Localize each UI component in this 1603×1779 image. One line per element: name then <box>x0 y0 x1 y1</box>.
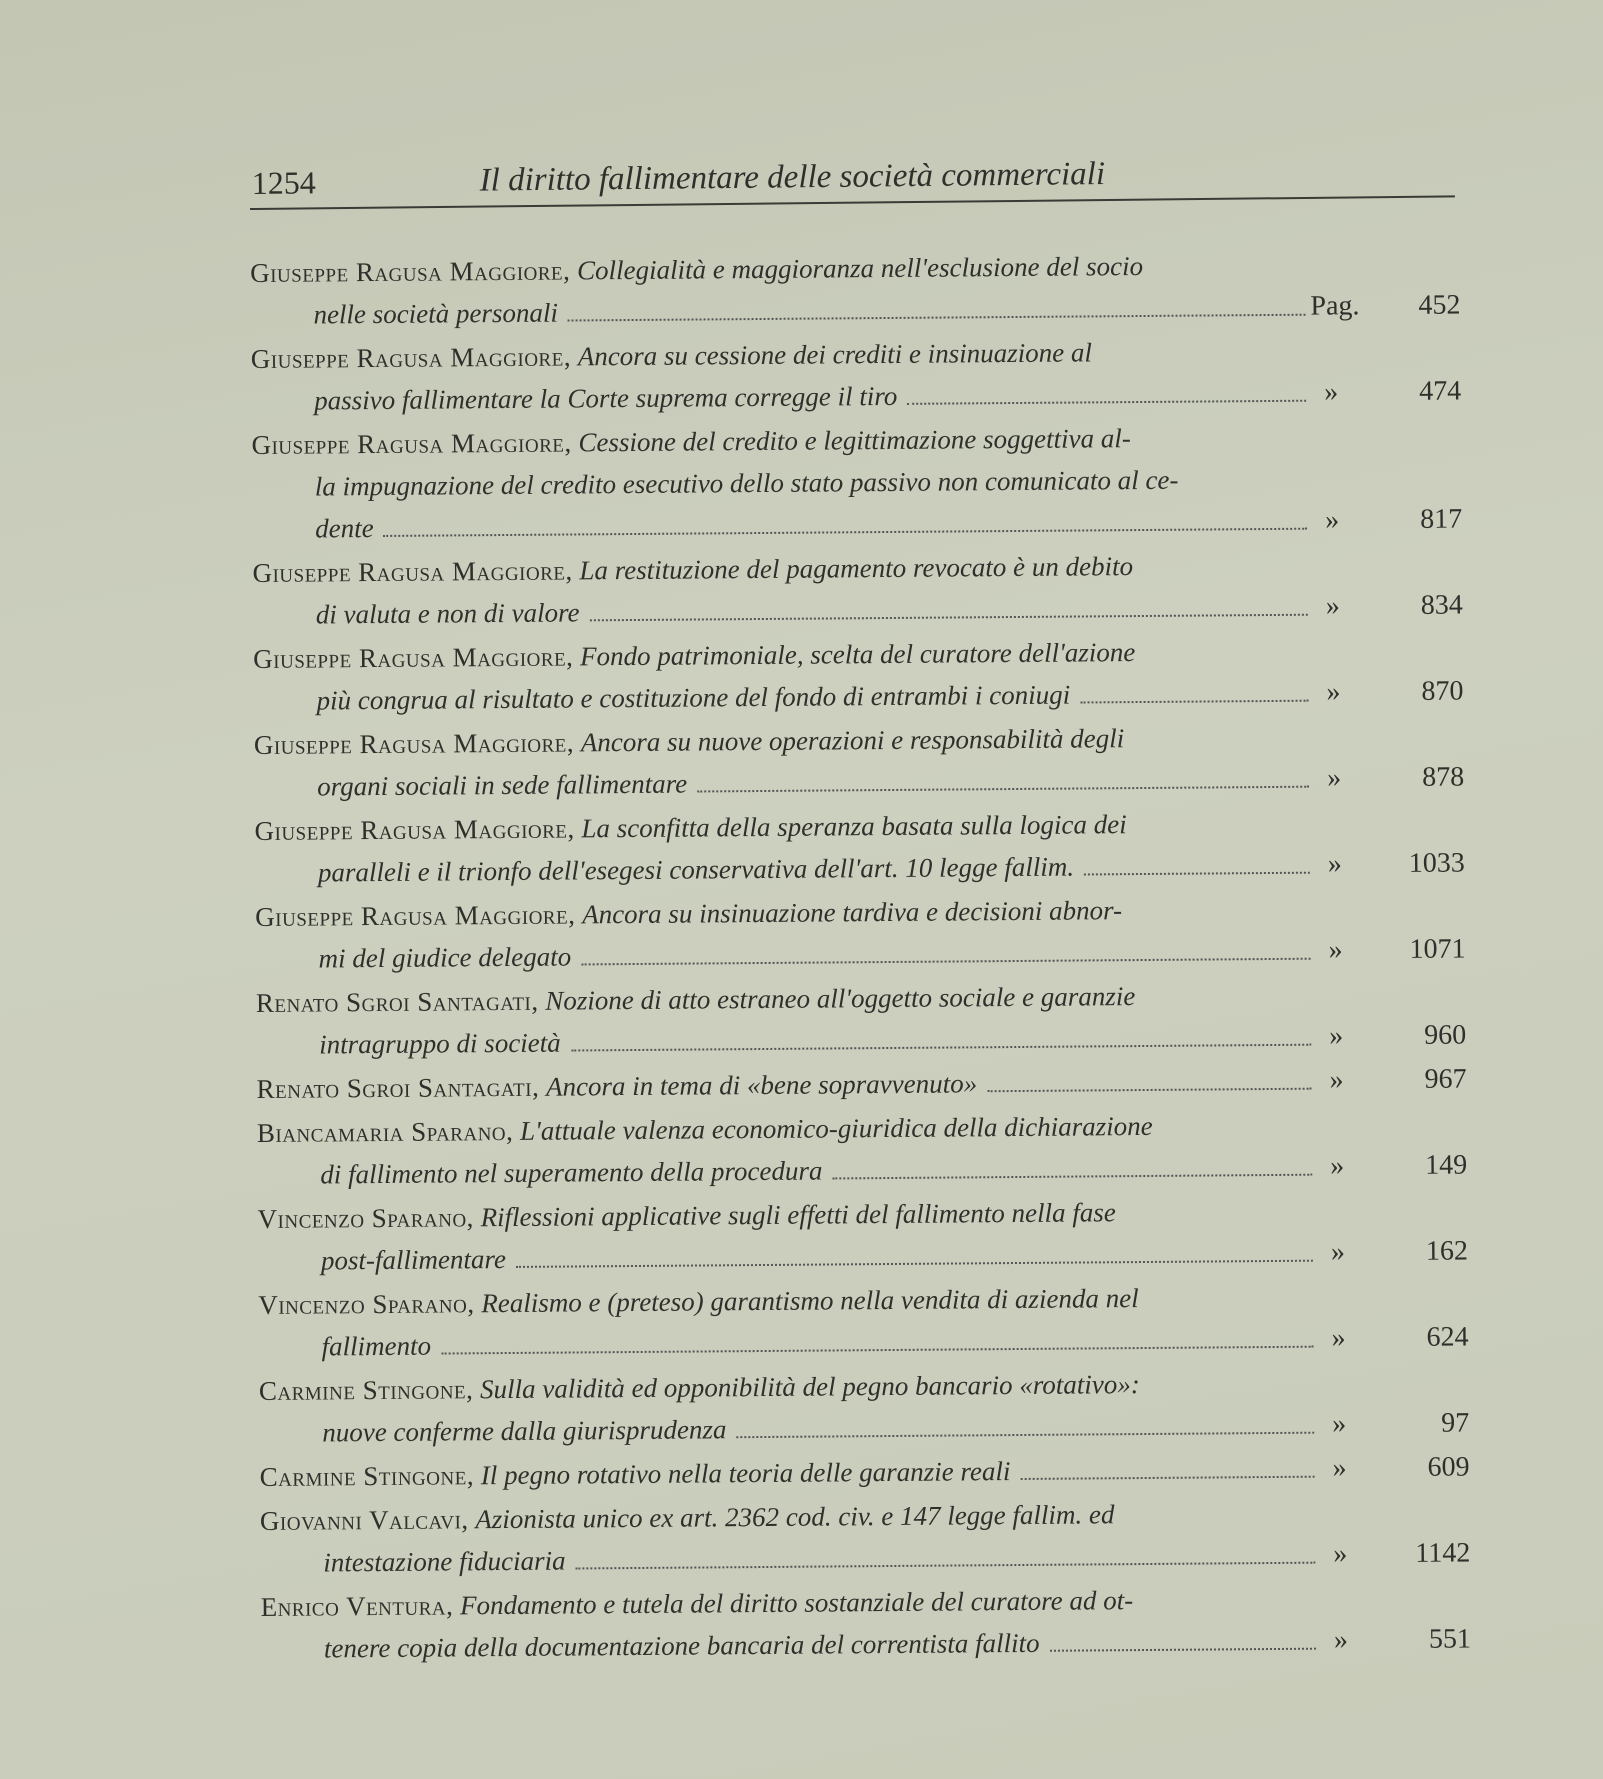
dot-leader <box>384 527 1308 537</box>
entry-title: Cessione del credito e legittimazione soggettiva al- <box>578 423 1131 458</box>
index-entry <box>254 800 1465 894</box>
entry-line <box>253 586 1308 636</box>
entry-author: Giuseppe Ragusa Maggiore, <box>253 727 575 760</box>
index-entry <box>260 1490 1471 1584</box>
index-entry <box>259 1446 1469 1498</box>
entry-page-number: 834 <box>1420 589 1463 621</box>
entry-line <box>255 930 1310 980</box>
entry-page-number: 967 <box>1424 1063 1467 1095</box>
ditto-marker: » <box>1325 504 1340 536</box>
dot-leader <box>697 785 1309 793</box>
page-reference <box>1319 1446 1469 1489</box>
entry-line <box>254 758 1309 808</box>
entry-author: Giuseppe Ragusa Maggiore, <box>251 427 572 460</box>
dot-leader <box>987 1087 1311 1093</box>
index-entry <box>254 714 1465 808</box>
ditto-marker: » <box>1327 848 1342 880</box>
page-reference <box>1317 1144 1467 1187</box>
entry-line <box>258 1232 1313 1282</box>
index-entry <box>258 1274 1469 1368</box>
entry-title: Ancora su cessione dei crediti e insinuazione al <box>577 337 1093 372</box>
entry-line <box>259 1448 1314 1498</box>
entry-author: Biancamaria Sparano, <box>256 1115 514 1148</box>
entry-title: organi sociali in sede fallimentare <box>317 768 688 802</box>
ditto-marker: » <box>1324 376 1339 408</box>
entry-page-number: 609 <box>1427 1451 1470 1483</box>
entry-author: Vincenzo Sparano, <box>258 1288 475 1320</box>
entry-line <box>250 286 1305 336</box>
index-entry <box>256 1058 1466 1110</box>
dot-leader <box>581 957 1310 966</box>
dot-leader <box>1080 699 1308 704</box>
entry-title: fallimento <box>321 1330 432 1362</box>
page-reference <box>1313 670 1463 713</box>
entry-title: L'attuale valenza economico-giuridica della dichiarazione <box>519 1110 1153 1146</box>
entry-title: Ancora su nuove operazioni e responsabilità degli <box>580 723 1125 758</box>
ditto-marker: » <box>1332 1408 1347 1440</box>
dot-leader <box>1020 1475 1314 1480</box>
index-entry <box>251 328 1462 422</box>
entry-author: Renato Sgroi Santagati, <box>256 1071 540 1104</box>
page-reference <box>1315 928 1465 971</box>
entry-line <box>257 1146 1312 1196</box>
page-reference <box>1314 756 1464 799</box>
entry-line <box>260 1534 1315 1584</box>
entry-author: Carmine Stingone, <box>258 1374 474 1406</box>
entry-page-number: 1071 <box>1409 933 1466 965</box>
page-reference <box>1321 1618 1471 1661</box>
entry-line <box>251 372 1306 422</box>
dot-leader <box>1050 1647 1316 1652</box>
dot-leader <box>1084 871 1310 876</box>
entry-title: post-fallimentare <box>320 1244 507 1276</box>
page-reference <box>1318 1316 1468 1359</box>
dot-leader <box>568 313 1306 322</box>
dot-leader <box>571 1043 1312 1052</box>
ditto-marker: » <box>1332 1452 1347 1484</box>
entry-title: intestazione fiduciaria <box>323 1545 566 1578</box>
entry-title: Ancora su insinuazione tardiva e decisioni abnor- <box>582 895 1123 930</box>
entry-author: Carmine Stingone, <box>259 1460 475 1492</box>
entry-page-number: 162 <box>1425 1235 1469 1267</box>
entry-title: più congrua al risultato e costituzione del fondo di entrambi i coniugi <box>316 679 1071 716</box>
entry-author: Giuseppe Ragusa Maggiore, <box>252 555 573 588</box>
entry-page-number: 624 <box>1426 1321 1469 1353</box>
entry-title: passivo fallimentare la Corte suprema corregge il tiro <box>314 380 898 416</box>
index-list <box>250 242 1471 1671</box>
ditto-marker: » <box>1330 1236 1346 1268</box>
entry-title: mi del giudice delegato <box>318 941 572 974</box>
index-entry <box>257 1102 1468 1196</box>
dot-leader <box>590 613 1308 622</box>
entry-title: di valuta e non di valore <box>315 597 580 630</box>
entry-title: Realismo e (preteso) garantismo nella vendita di azienda nel <box>481 1283 1139 1319</box>
entry-author: Giuseppe Ragusa Maggiore, <box>255 899 576 932</box>
entry-title: Fondamento e tutela del diritto sostanziale del curatore ad ot- <box>459 1585 1134 1621</box>
entry-line <box>252 500 1307 550</box>
entry-title: dente <box>315 513 374 544</box>
entry-line <box>255 844 1310 894</box>
index-entry <box>256 972 1467 1066</box>
page-reference <box>1320 1532 1470 1575</box>
entry-page-number: 1033 <box>1408 847 1465 879</box>
entry-line <box>252 458 1307 508</box>
entry-author: Vincenzo Sparano, <box>257 1202 474 1234</box>
page-reference <box>1319 1402 1469 1445</box>
entry-title: Il pegno rotativo nella teoria delle garanzie reali <box>480 1456 1011 1491</box>
page-reference <box>1315 842 1465 885</box>
entry-author: Enrico Ventura, <box>260 1590 454 1622</box>
page-reference <box>1310 284 1460 327</box>
entry-line <box>261 1620 1316 1670</box>
entry-author: Giuseppe Ragusa Maggiore, <box>250 255 571 288</box>
index-entry <box>260 1576 1471 1670</box>
ditto-marker: » <box>1329 1064 1344 1096</box>
entry-page-number: 960 <box>1424 1019 1467 1051</box>
ditto-marker: » <box>1327 762 1342 794</box>
entry-title: paralleli e il trionfo dell'esegesi conservativa dell'art. 10 legge fallim. <box>317 851 1075 888</box>
ditto-marker: » <box>1326 676 1341 708</box>
page-reference <box>1316 1058 1466 1101</box>
page-reference <box>1313 584 1463 627</box>
entry-author: Renato Sgroi Santagati, <box>255 985 539 1018</box>
page-reference <box>1312 498 1462 541</box>
index-entry <box>252 542 1463 636</box>
entry-title: Collegialità e maggioranza nell'esclusione del socio <box>576 250 1144 286</box>
entry-title: Nozione di atto estraneo all'oggetto sociale e garanzie <box>545 981 1136 1016</box>
entry-title: La sconfitta della speranza basata sulla logica dei <box>581 809 1127 844</box>
dot-leader <box>516 1259 1313 1268</box>
dot-leader <box>737 1431 1315 1439</box>
ditto-marker: » <box>1333 1538 1348 1570</box>
entry-author: Giuseppe Ragusa Maggiore, <box>254 813 575 846</box>
page-reference <box>1318 1230 1468 1273</box>
entry-page-number: 452 <box>1418 289 1461 321</box>
ditto-marker: Pag. <box>1310 290 1360 322</box>
entry-title: tenere copia della documentazione bancaria del correntista fallito <box>323 1627 1040 1664</box>
entry-line <box>256 1016 1311 1066</box>
ditto-marker: » <box>1333 1624 1349 1656</box>
dot-leader <box>441 1345 1313 1355</box>
entry-line <box>259 1404 1314 1454</box>
dot-leader <box>832 1173 1312 1180</box>
index-entry <box>250 242 1461 336</box>
entry-title: nelle società personali <box>313 297 559 330</box>
entry-title: Fondo patrimoniale, scelta del curatore dell'azione <box>579 637 1136 672</box>
index-entry <box>251 414 1462 549</box>
entry-author: Giovanni Valcavi, <box>259 1504 469 1536</box>
entry-page-number: 474 <box>1419 375 1462 407</box>
entry-page-number: 878 <box>1422 761 1465 793</box>
dot-leader <box>576 1561 1316 1570</box>
ditto-marker: » <box>1325 590 1340 622</box>
index-entry <box>257 1188 1468 1282</box>
entry-title: nuove conferme dalla giurisprudenza <box>322 1414 727 1448</box>
entry-title: la impugnazione del credito esecutivo dello stato passivo non comunicato al ce- <box>314 464 1179 502</box>
entry-title: Azionista unico ex art. 2362 cod. civ. e 147 legge fallim. ed <box>475 1499 1115 1535</box>
entry-line <box>253 672 1308 722</box>
entry-line <box>258 1318 1313 1368</box>
entry-page-number: 149 <box>1425 1149 1468 1181</box>
entry-title: intragruppo di società <box>319 1027 561 1060</box>
page-reference <box>1311 370 1461 413</box>
page-reference <box>1316 1014 1466 1057</box>
entry-line <box>256 1060 1311 1110</box>
index-entry <box>253 628 1464 722</box>
index-entry <box>255 886 1466 980</box>
entry-page-number: 551 <box>1428 1623 1472 1655</box>
running-title: Il diritto fallimentare delle società commerciali <box>479 156 1106 199</box>
entry-author: Giuseppe Ragusa Maggiore, <box>250 341 572 374</box>
entry-title: Riflessioni applicative sugli effetti del fallimento nella fase <box>480 1197 1116 1233</box>
entry-page-number: 1142 <box>1415 1537 1471 1569</box>
ditto-marker: » <box>1329 1020 1344 1052</box>
page-number: 1254 <box>251 164 316 201</box>
index-entry <box>259 1360 1470 1454</box>
entry-page-number: 97 <box>1441 1407 1470 1439</box>
ditto-marker: » <box>1328 934 1343 966</box>
entry-title: di fallimento nel superamento della procedura <box>320 1155 823 1190</box>
entry-title: Sulla validità ed opponibilità del pegno bancario «rotativo»: <box>479 1369 1140 1405</box>
entry-title: Ancora in tema di «bene sopravvenuto» <box>545 1068 978 1102</box>
entry-author: Giuseppe Ragusa Maggiore, <box>253 641 574 674</box>
ditto-marker: » <box>1330 1150 1345 1182</box>
dot-leader <box>907 399 1306 405</box>
entry-title: La restituzione del pagamento revocato è un debito <box>579 551 1134 586</box>
entry-page-number: 817 <box>1420 503 1463 535</box>
ditto-marker: » <box>1331 1322 1346 1354</box>
running-header <box>249 137 1455 210</box>
entry-page-number: 870 <box>1421 675 1464 707</box>
